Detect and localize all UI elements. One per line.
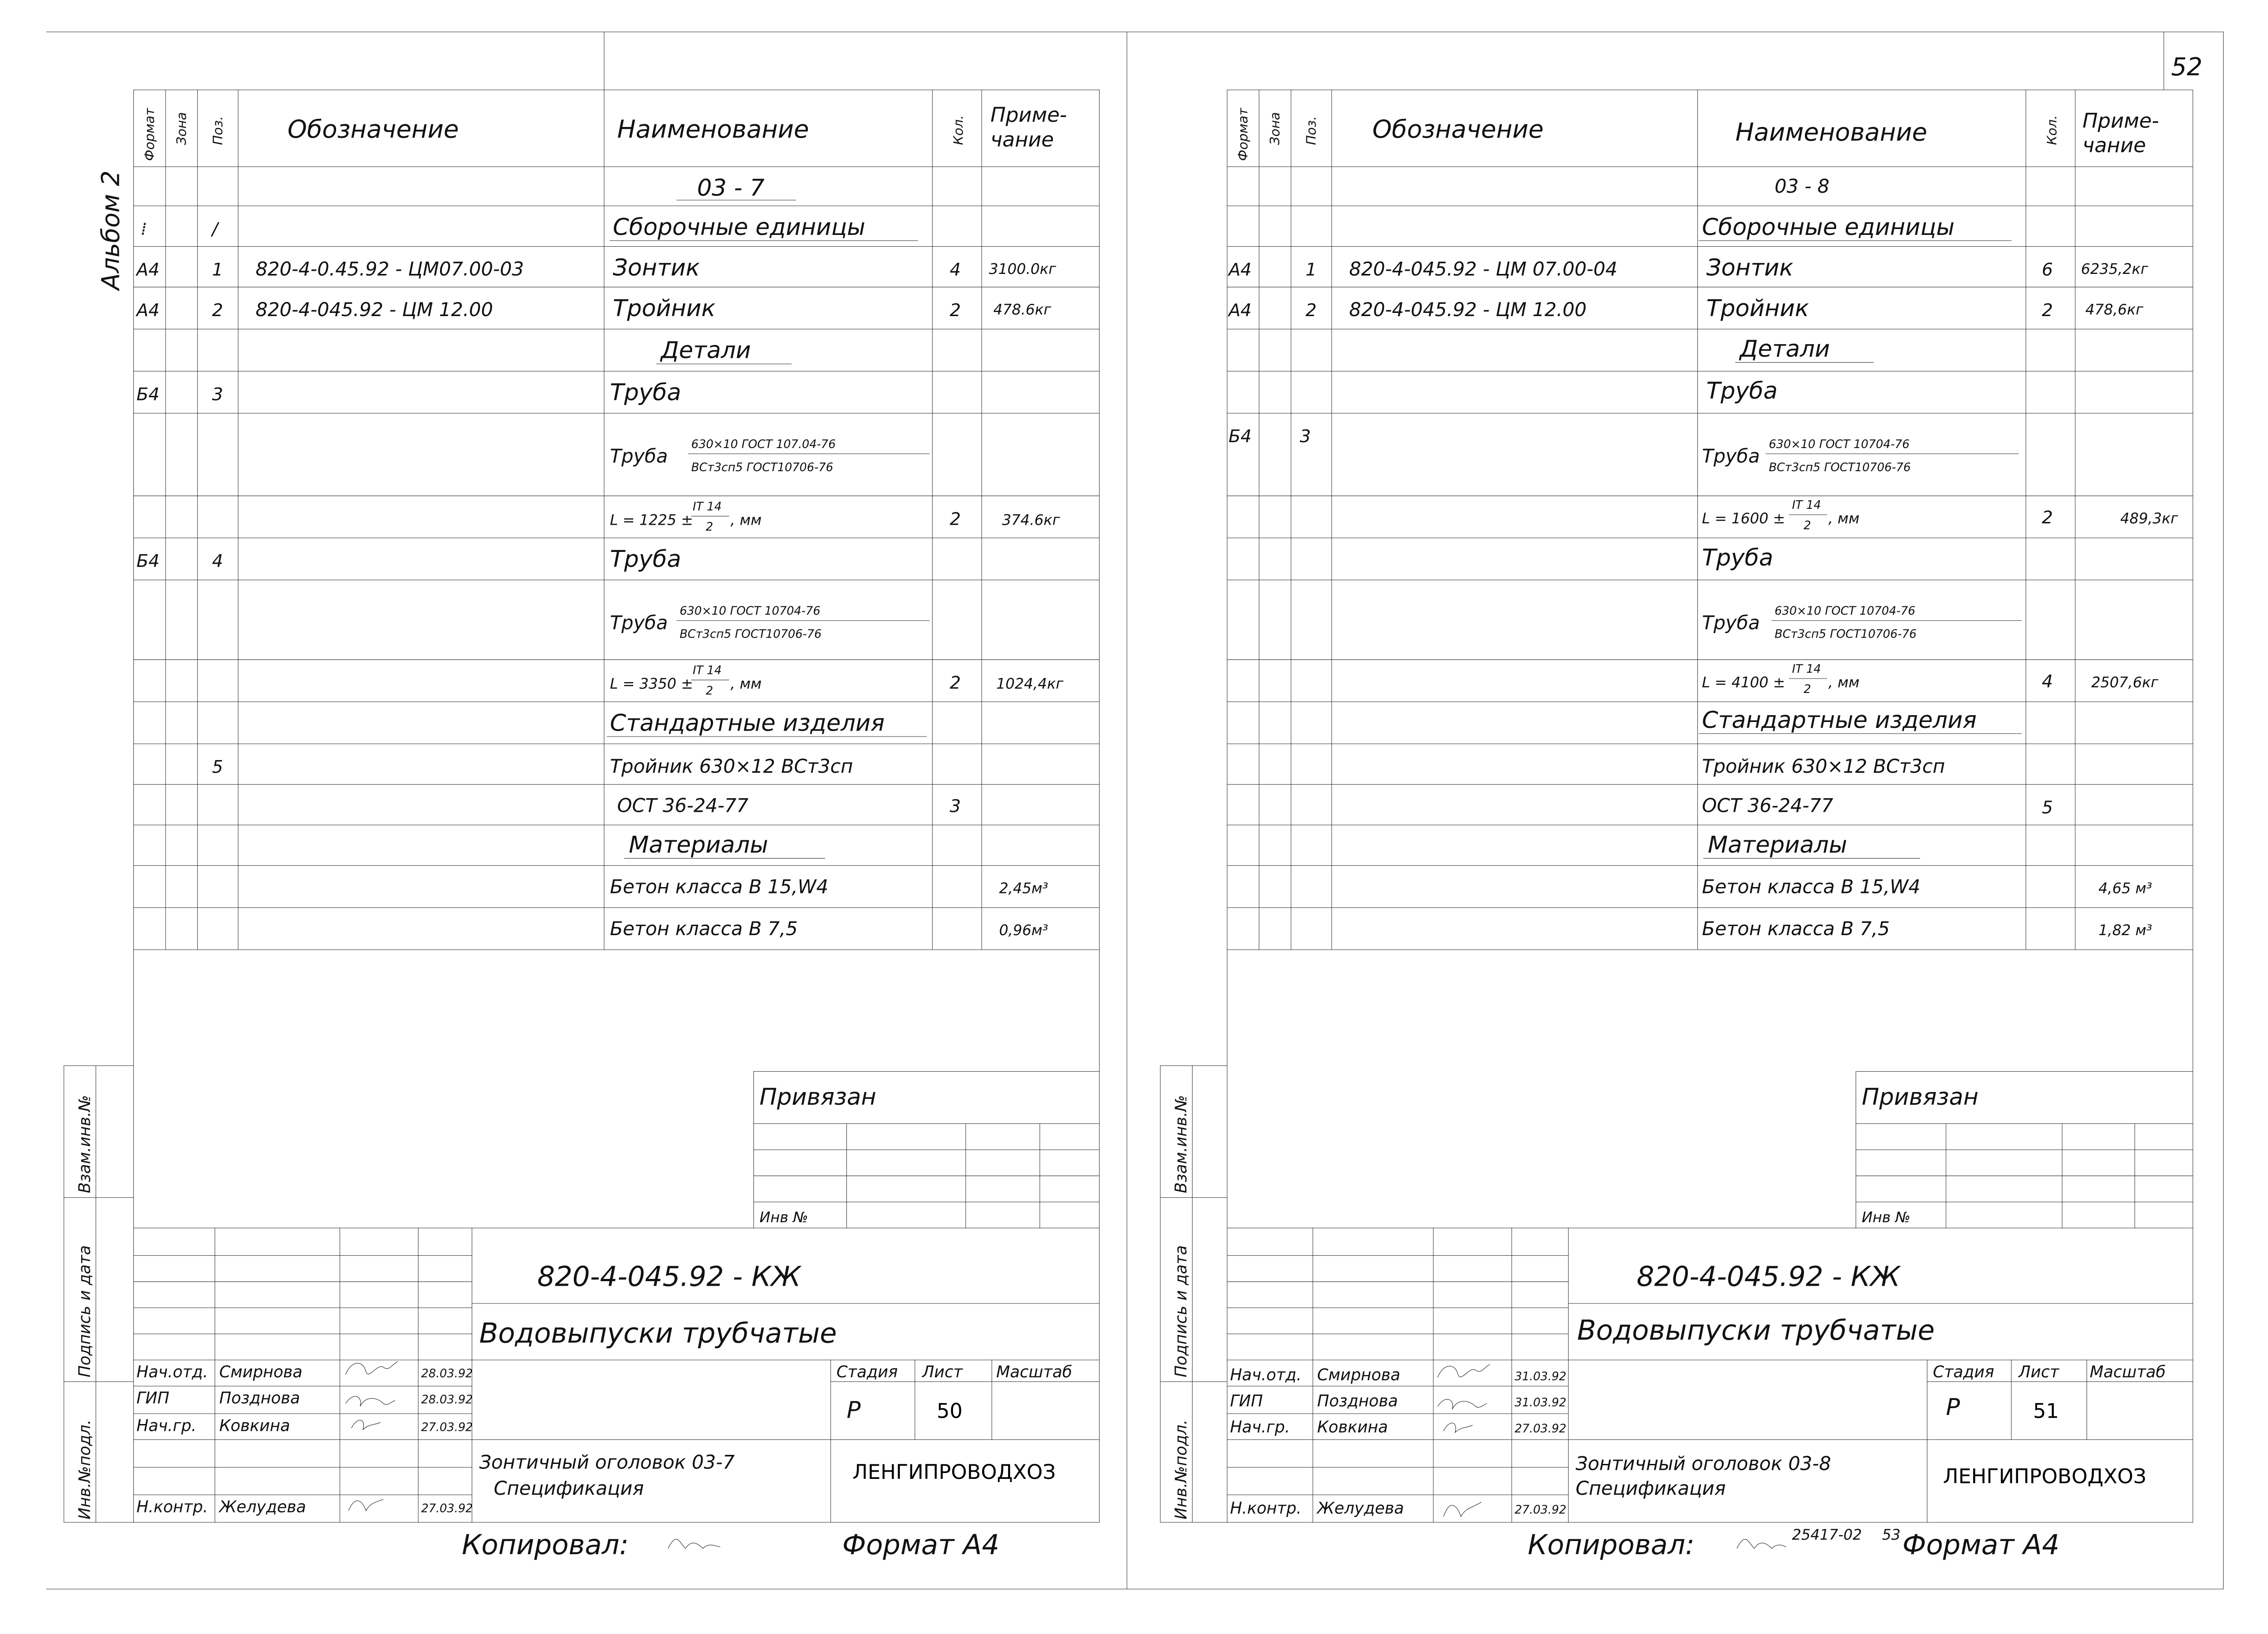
length-unit: , мм [730, 511, 762, 529]
inventory-number-label: Инв № [1862, 1209, 1911, 1226]
document-code: 820-4-045.92 - КЖ [537, 1261, 801, 1293]
copied-label: Копировал: [462, 1529, 629, 1561]
sheet-title-line-2: Спецификация [494, 1477, 644, 1500]
linked-label: Привязан [1862, 1083, 1979, 1111]
side-label-signature-date: Подпись и дата [1172, 1245, 1191, 1378]
cell-note: 489,3кг [2120, 510, 2179, 527]
cell-pos: 1 [212, 259, 223, 280]
cell-qty: 6 [2042, 259, 2053, 280]
copied-label: Копировал: [1528, 1529, 1695, 1561]
cell-name: ОСТ 36-24-77 [1702, 794, 1833, 817]
signer-date: 28.03.92 [421, 1393, 473, 1407]
pipe-spec-numerator: 630×10 ГОСТ 10704-76 [1774, 604, 1916, 618]
length-prefix: L = 3350 ± [610, 675, 694, 693]
cell-format: Б4 [136, 384, 160, 405]
right-title-block [1172, 1083, 2166, 1561]
cell-name: Зонтик [613, 254, 700, 282]
sheet-label: Лист [2019, 1363, 2059, 1382]
cell-pos: 3 [1300, 426, 1311, 447]
stage-label: Стадия [836, 1363, 898, 1382]
pipe-spec-denominator: ВСт3сп5 ГОСТ10706-76 [1774, 627, 1917, 641]
cell-qty: 5 [2042, 797, 2053, 818]
cell-name: Бетон класса В 7,5 [610, 917, 798, 940]
sheet-title-line-1: Зонтичный оголовок 03-7 [479, 1451, 735, 1473]
cell-name: Тройник 630×12 ВСт3сп [1702, 755, 1945, 777]
copy-sheet-number: 53 [1882, 1526, 1901, 1544]
signer-role: Нач.отд. [136, 1363, 208, 1382]
cell-format: А4 [136, 259, 160, 280]
section-materials: Материалы [1708, 831, 1848, 858]
pipe-prefix: Труба [1702, 444, 1760, 467]
tolerance-numerator: IT 14 [693, 663, 722, 678]
cell-note: 1024,4кг [996, 675, 1064, 693]
album-label: Альбом 2 [96, 170, 125, 290]
right-header [1235, 107, 2159, 161]
signer-name: Ковкина [219, 1416, 290, 1435]
pipe-prefix: Труба [610, 444, 668, 467]
signer-date: 27.03.92 [1515, 1422, 1567, 1436]
cell-note: 478.6кг [993, 301, 1051, 318]
document-code: 820-4-045.92 - КЖ [1637, 1261, 1900, 1293]
section-materials: Материалы [629, 831, 768, 858]
cell-note: 2507,6кг [2091, 673, 2159, 691]
signer-name: Позднова [219, 1389, 300, 1408]
stage-value: Р [1946, 1394, 1960, 1421]
header-note-2: чание [2082, 133, 2146, 157]
copy-number: 25417-02 [1792, 1526, 1862, 1544]
cell-designation: 820-4-045.92 - ЦМ 12.00 [255, 298, 493, 321]
signer-role: Нач.отд. [1230, 1366, 1302, 1385]
signature-mark [352, 1420, 381, 1429]
header-zone: Зона [1267, 112, 1283, 145]
signer-role: Н.контр. [1230, 1499, 1302, 1518]
tolerance-numerator: IT 14 [1792, 662, 1821, 676]
sheet-number: 50 [936, 1399, 963, 1423]
header-name: Наименование [617, 115, 809, 144]
signer-role: Нач.гр. [1230, 1418, 1290, 1437]
sheet-title-line-1: Зонтичный оголовок 03-8 [1575, 1452, 1831, 1475]
stage-value: Р [846, 1396, 861, 1424]
tolerance-denominator: 2 [1804, 518, 1811, 532]
section-standard-items: Стандартные изделия [610, 709, 885, 737]
pipe-spec-numerator: 630×10 ГОСТ 10704-76 [679, 604, 821, 618]
pipe-spec-numerator: 630×10 ГОСТ 107.04-76 [691, 437, 836, 451]
signature-mark [348, 1499, 383, 1511]
cell-name: Тройник 630×12 ВСт3сп [610, 755, 853, 777]
cell-note: 3100.0кг [989, 260, 1056, 278]
cell-note: 6235,2кг [2081, 260, 2148, 278]
length-prefix: L = 4100 ± [1702, 673, 1785, 691]
cell-pos: / [212, 219, 218, 239]
cell-name: ОСТ 36-24-77 [617, 794, 748, 817]
cell-pos: 2 [1305, 300, 1317, 321]
side-label-inventory-original: Инв.№подл. [75, 1419, 94, 1520]
length-prefix: L = 1225 ± [610, 511, 694, 529]
sheet-number: 51 [2033, 1399, 2059, 1423]
cell-format: А4 [1228, 300, 1252, 321]
cell-note: 2,45м³ [999, 879, 1048, 897]
signature-mark [1438, 1399, 1487, 1409]
signature-mark [1443, 1423, 1472, 1433]
paper-format: Формат А4 [1902, 1529, 2060, 1561]
section-assembly-units: Сборочные единицы [1702, 213, 1955, 241]
section-standard-items: Стандартные изделия [1702, 706, 1977, 734]
header-pos: Поз. [1303, 116, 1319, 145]
cell-qty: 2 [2042, 300, 2053, 321]
header-qty: Кол. [2044, 115, 2060, 145]
side-label-inventory-original: Инв.№подл. [1172, 1419, 1191, 1520]
pipe-spec-denominator: ВСт3сп5 ГОСТ10706-76 [691, 461, 833, 475]
cell-format: А4 [1228, 259, 1252, 280]
signer-role: ГИП [136, 1389, 170, 1408]
cell-note: 0,96м³ [999, 922, 1048, 939]
header-pos: Поз. [210, 116, 225, 145]
pipe-spec-denominator: ВСт3сп5 ГОСТ10706-76 [1769, 461, 1911, 475]
cell-note: 1,82 м³ [2098, 922, 2152, 939]
signer-role: ГИП [1230, 1392, 1263, 1411]
header-name: Наименование [1735, 118, 1927, 147]
cell-name: Труба [610, 379, 681, 406]
section-title: 03 - 7 [697, 174, 765, 202]
cell-note: 374.6кг [1002, 511, 1060, 529]
signer-name: Ковкина [1317, 1418, 1388, 1437]
cell-designation: 820-4-0.45.92 - ЦМ07.00-03 [255, 258, 524, 280]
tolerance-denominator: 2 [705, 520, 714, 534]
length-unit: , мм [1828, 673, 1860, 691]
header-zone: Зона [173, 112, 189, 145]
side-label-signature-date: Подпись и дата [75, 1245, 94, 1378]
signer-date: 27.03.92 [421, 1420, 473, 1434]
cell-name: Труба [610, 546, 681, 573]
cell-qty: 4 [949, 259, 961, 280]
cell-qty: 2 [2042, 507, 2053, 528]
page-number: 52 [2171, 53, 2203, 82]
pipe-prefix: Труба [610, 611, 668, 634]
signature-mark [1443, 1502, 1481, 1517]
header-designation: Обозначение [1372, 115, 1544, 144]
length-prefix: L = 1600 ± [1702, 510, 1785, 527]
signer-name: Смирнова [219, 1363, 303, 1382]
tolerance-numerator: IT 14 [693, 500, 722, 514]
document-title: Водовыпуски трубчатые [479, 1317, 837, 1350]
signature-mark [346, 1361, 398, 1375]
left-title-block [75, 1083, 1072, 1561]
header-format: Формат [142, 108, 157, 161]
cell-format: Б4 [1228, 426, 1252, 447]
cell-pos: 2 [212, 300, 223, 321]
signer-date: 27.03.92 [1515, 1503, 1567, 1517]
signer-date: 31.03.92 [1515, 1370, 1567, 1384]
cell-pos: 1 [1305, 259, 1317, 280]
cell-name: Бетон класса В 15,W4 [610, 875, 829, 898]
cell-name: Бетон класса В 15,W4 [1702, 875, 1921, 898]
stage-label: Стадия [1933, 1363, 1994, 1382]
cell-note: 478,6кг [2085, 301, 2144, 318]
signature-mark [1438, 1364, 1490, 1377]
copier-signature [668, 1539, 720, 1548]
cell-format: ⁞ [141, 219, 147, 239]
cell-pos: 4 [212, 551, 223, 572]
linked-label: Привязан [759, 1083, 876, 1111]
cell-qty: 2 [949, 509, 961, 530]
copier-signature [1737, 1539, 1786, 1548]
header-designation: Обозначение [287, 115, 459, 144]
cell-qty: 2 [949, 300, 961, 321]
organization-name: ЛЕНГИПРОВОДХОЗ [852, 1459, 1056, 1484]
length-unit: , мм [730, 675, 762, 693]
signer-name: Позднова [1317, 1392, 1398, 1411]
cell-name: Зонтик [1706, 254, 1794, 282]
header-note-1: Приме- [2082, 108, 2159, 133]
cell-format: Б4 [136, 551, 160, 572]
signer-name: Смирнова [1317, 1366, 1401, 1385]
signer-role: Н.контр. [136, 1497, 208, 1517]
paper-format: Формат А4 [842, 1529, 1000, 1561]
pipe-prefix: Труба [1702, 611, 1760, 634]
cell-name: Труба [1702, 544, 1774, 571]
section-details: Детали [1740, 335, 1830, 363]
cell-designation: 820-4-045.92 - ЦМ 12.00 [1349, 298, 1587, 321]
cell-pos: 3 [212, 384, 223, 405]
cell-designation: 820-4-045.92 - ЦМ 07.00-04 [1349, 258, 1618, 280]
sheet-title-line-2: Спецификация [1575, 1477, 1726, 1500]
cell-name: Тройник [613, 294, 716, 322]
signer-date: 31.03.92 [1515, 1396, 1567, 1410]
cell-pos: 5 [212, 757, 223, 777]
sheet-label: Лист [922, 1363, 963, 1382]
side-label-replaced-inventory: Взам.инв.№ [75, 1095, 94, 1194]
cell-name: Бетон класса В 7,5 [1702, 917, 1890, 940]
scale-label: Масштаб [2090, 1363, 2166, 1382]
header-note-1: Приме- [990, 102, 1067, 127]
header-note-2: чание [990, 127, 1054, 151]
signer-name: Желудева [1317, 1499, 1404, 1518]
section-title: 03 - 8 [1774, 175, 1830, 198]
cell-qty: 2 [949, 673, 961, 693]
inventory-number-label: Инв № [759, 1209, 808, 1226]
cell-qty: 4 [2042, 671, 2053, 692]
header-format: Формат [1235, 108, 1251, 161]
pipe-spec-numerator: 630×10 ГОСТ 10704-76 [1769, 437, 1910, 451]
signer-role: Нач.гр. [136, 1416, 197, 1435]
cell-format: А4 [136, 300, 160, 321]
side-label-replaced-inventory: Взам.инв.№ [1172, 1095, 1191, 1194]
signer-date: 27.03.92 [421, 1502, 473, 1516]
scale-label: Масштаб [996, 1363, 1072, 1382]
pipe-spec-denominator: ВСт3сп5 ГОСТ10706-76 [679, 627, 822, 641]
section-assembly-units: Сборочные единицы [613, 213, 865, 241]
tolerance-denominator: 2 [705, 684, 714, 698]
cell-name: Труба [1706, 377, 1778, 405]
tolerance-denominator: 2 [1804, 683, 1811, 697]
header-qty: Кол. [950, 115, 966, 145]
cell-name: Тройник [1706, 294, 1809, 322]
cell-qty: 3 [949, 796, 961, 817]
signer-date: 28.03.92 [421, 1367, 473, 1381]
length-unit: , мм [1828, 510, 1860, 527]
signature-mark [346, 1396, 395, 1406]
organization-name: ЛЕНГИПРОВОДХОЗ [1943, 1464, 2146, 1488]
cell-note: 4,65 м³ [2098, 879, 2152, 897]
signer-name: Желудева [219, 1497, 306, 1517]
tolerance-numerator: IT 14 [1792, 498, 1821, 512]
document-title: Водовыпуски трубчатые [1577, 1315, 1935, 1347]
section-details: Детали [660, 337, 751, 364]
